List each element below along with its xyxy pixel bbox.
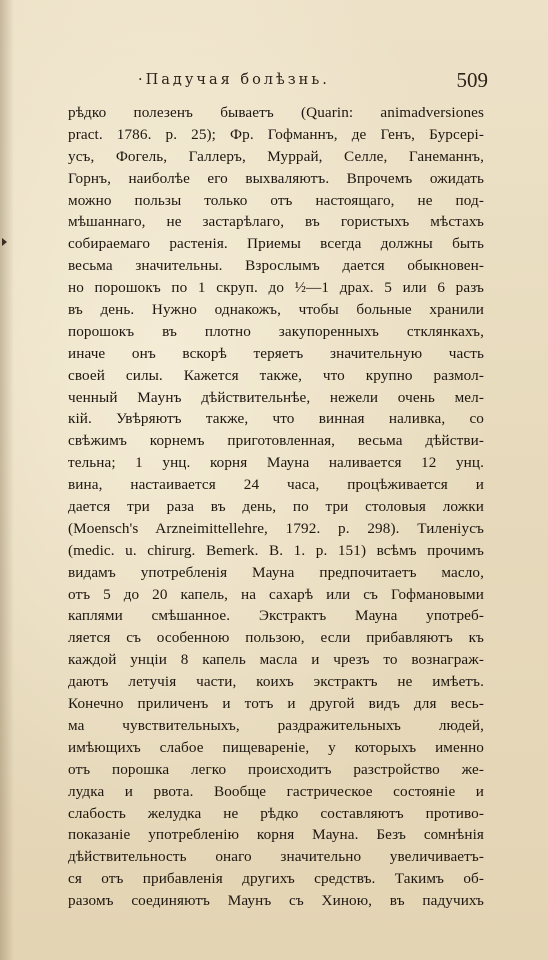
text-line: своей силы. Кажется также, что крупно размол- <box>68 366 484 384</box>
body-text <box>68 102 484 912</box>
text-line: даютъ летучія части, коихъ экстрактъ не имѣетъ. <box>68 673 484 691</box>
text-line: каплями смѣшанное. Экстрактъ Мауна употреб- <box>68 607 484 625</box>
text-line: Конечно приличенъ и тотъ и другой видъ для весь- <box>68 695 484 713</box>
text-line: дается три раза въ день, по три столовыя ложки <box>68 498 484 516</box>
page-edge-shadow <box>0 0 14 960</box>
text-line: усъ, Фогель, Галлеръ, Муррай, Селле, Ганеманнъ, <box>68 147 484 165</box>
text-line: весьма значительны. Взрослымъ дается обыкновен- <box>68 257 484 275</box>
text-line: можно пользы только отъ настоящаго, не под- <box>68 191 484 209</box>
text-line: Горнъ, наиболѣе его выхваляютъ. Впрочемъ ожидать <box>68 169 484 187</box>
text-line: отъ 5 до 20 капель, на сахарѣ или съ Гофмановыми <box>68 585 484 603</box>
text-line: въ день. Нужно однакожъ, чтобы больные хранили <box>68 301 484 319</box>
text-line: ма чувствительныхъ, раздражительныхъ людей, <box>68 716 484 734</box>
text-line: вина, настаивается 24 часа, процѣживается и <box>68 476 484 494</box>
text-line: дѣйствительность онаго значительно увеличиваетъ- <box>68 848 484 866</box>
text-line: собираемаго растенія. Приемы всегда должны быть <box>68 235 484 253</box>
text-line: отъ порошка легко происходитъ разстройство же- <box>68 760 484 778</box>
text-line: иначе онъ вскорѣ теряетъ значительную часть <box>68 344 484 362</box>
text-line: рѣдко полезенъ бываетъ (Quarin: animadversiones <box>68 104 484 121</box>
text-line: слабость желудка не рѣдко составляютъ противо- <box>68 804 484 822</box>
margin-mark <box>2 238 7 246</box>
text-line: мѣшаннаго, не застарѣлаго, въ гористыхъ мѣстахъ <box>68 213 484 231</box>
text-line: тельна; 1 унц. корня Мауна наливается 12 унц. <box>68 454 484 472</box>
text-line: порошокъ въ плотно закупоренныхъ стклянкахъ, <box>68 322 484 340</box>
text-line: ся отъ прибавленія другихъ средствъ. Такимъ об- <box>68 870 484 888</box>
text-line: свѣжимъ корнемъ приготовленная, весьма дѣйстви- <box>68 432 484 450</box>
text-line: кій. Увѣряютъ также, что винная наливка, со <box>68 410 484 428</box>
page-number: 509 <box>456 68 488 92</box>
text-line: лудка и рвота. Вообще гастрическое состояніе и <box>68 782 484 800</box>
text-line: видамъ употребленія Мауна предпочитаетъ масло, <box>68 563 484 581</box>
text-line: (Moensch's Arzneimittellehre, 1792. p. 298). Тиленіусъ <box>68 519 484 537</box>
text-line: имѣющихъ слабое пищевареніе, у которыхъ именно <box>68 738 484 756</box>
text-line: каждой унціи 8 капель масла и чрезъ то вознаграж- <box>68 651 484 669</box>
text-line: (medic. u. chirurg. Bemerk. B. 1. p. 151) всѣмъ прочимъ <box>68 541 484 559</box>
page-header <box>0 68 548 98</box>
text-line: pract. 1786. p. 25); Фр. Гофманнъ, де Генъ, Бурсері- <box>68 125 484 143</box>
text-line: ляется съ особенною пользою, если прибавляютъ къ <box>68 629 484 647</box>
text-line: но порошокъ по 1 скруп. до ½—1 драх. 5 или 6 разъ <box>68 279 484 297</box>
text-line: ченный Мaунъ дѣйствительнѣе, нежели очень мел- <box>68 388 484 406</box>
text-line: показаніе употребленію корня Мауна. Безъ сомнѣнія <box>68 826 484 844</box>
running-head: ·Падучая болѣзнь. <box>138 72 330 88</box>
text-line: разомъ соединяютъ Маунъ съ Хиною, въ падучихъ <box>68 892 484 910</box>
